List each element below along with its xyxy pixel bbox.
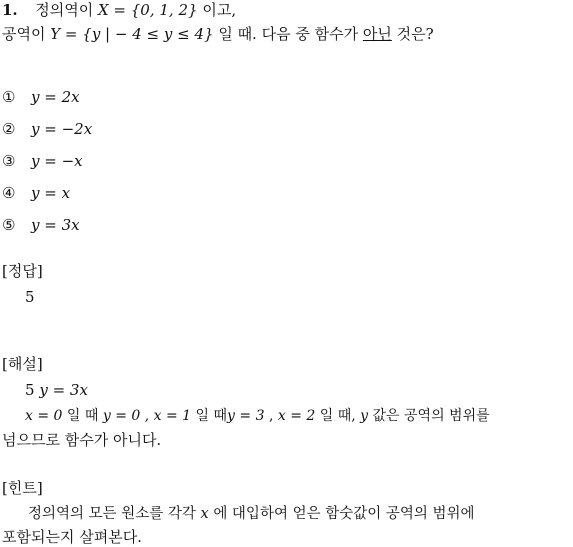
explanation-math: x = 1 [153, 408, 192, 424]
question-text: 정의역이 [35, 1, 94, 19]
explanation-math: x = 2 [277, 408, 316, 424]
explanation-text: , [144, 408, 150, 424]
choice-5[interactable] [2, 215, 80, 235]
emphasis-not: 아닌 [362, 25, 392, 43]
hint-line-2: 포함되는지 살펴본다. [2, 528, 142, 546]
question-text: 공역이 [2, 25, 46, 43]
answer-value: 5 [25, 288, 35, 306]
choice-marker: ③ [2, 152, 16, 170]
explanation-text: 일 때 [66, 408, 99, 424]
explanation-math: y [360, 408, 369, 424]
hint-text: 에 대입하여 얻은 함숫값이 공역의 범위에 [213, 506, 475, 522]
choice-3[interactable] [2, 151, 83, 171]
explanation-text: 값은 공역의 범위를 [372, 408, 490, 424]
explanation-math: x = 0 [25, 408, 63, 424]
choice-2[interactable] [2, 119, 92, 139]
explanation-text: 일 때 [195, 408, 228, 424]
explanation-line-1 [25, 380, 88, 400]
question-text: 일 때. 다음 중 함수가 [218, 25, 359, 43]
choice-4[interactable] [2, 183, 70, 203]
explanation-math: y = 0 [102, 408, 141, 424]
domain-set: X = {0, 1, 2} [97, 1, 198, 19]
choice-expression: y = 3x [31, 216, 80, 234]
question-line-2 [2, 24, 434, 44]
choice-marker: ① [2, 88, 16, 106]
choice-marker: ④ [2, 184, 16, 202]
explanation-math: y = 3x [39, 381, 88, 399]
question-text: 이고, [202, 1, 237, 19]
question-number: 1. [2, 1, 18, 19]
choice-marker: ② [2, 120, 16, 138]
explanation-math: y = 3 [227, 408, 265, 424]
hint-label: [힌트] [2, 479, 43, 497]
codomain-set: Y = {y | − 4 ≤ y ≤ 4} [50, 25, 214, 43]
explanation-text: 5 [25, 381, 35, 399]
explanation-line-3: 넘으므로 함수가 아니다. [2, 431, 162, 449]
choice-expression: y = x [31, 184, 71, 202]
explanation-label: [해설] [2, 355, 43, 373]
hint-text: 정의역의 모든 원소를 각각 [28, 506, 196, 522]
question-text: 것은? [396, 25, 434, 43]
explanation-text: , [268, 408, 274, 424]
choice-1[interactable] [2, 87, 80, 107]
choice-expression: y = −x [31, 152, 83, 170]
choice-marker: ⑤ [2, 216, 16, 234]
hint-line-1 [28, 504, 474, 524]
answer-label: [정답] [2, 262, 43, 280]
question-line-1 [2, 0, 236, 20]
choice-expression: y = −2x [31, 120, 93, 138]
choice-expression: y = 2x [31, 88, 80, 106]
explanation-text: 일 때, [319, 408, 356, 424]
explanation-line-2 [25, 406, 490, 426]
hint-math: x [200, 506, 209, 522]
